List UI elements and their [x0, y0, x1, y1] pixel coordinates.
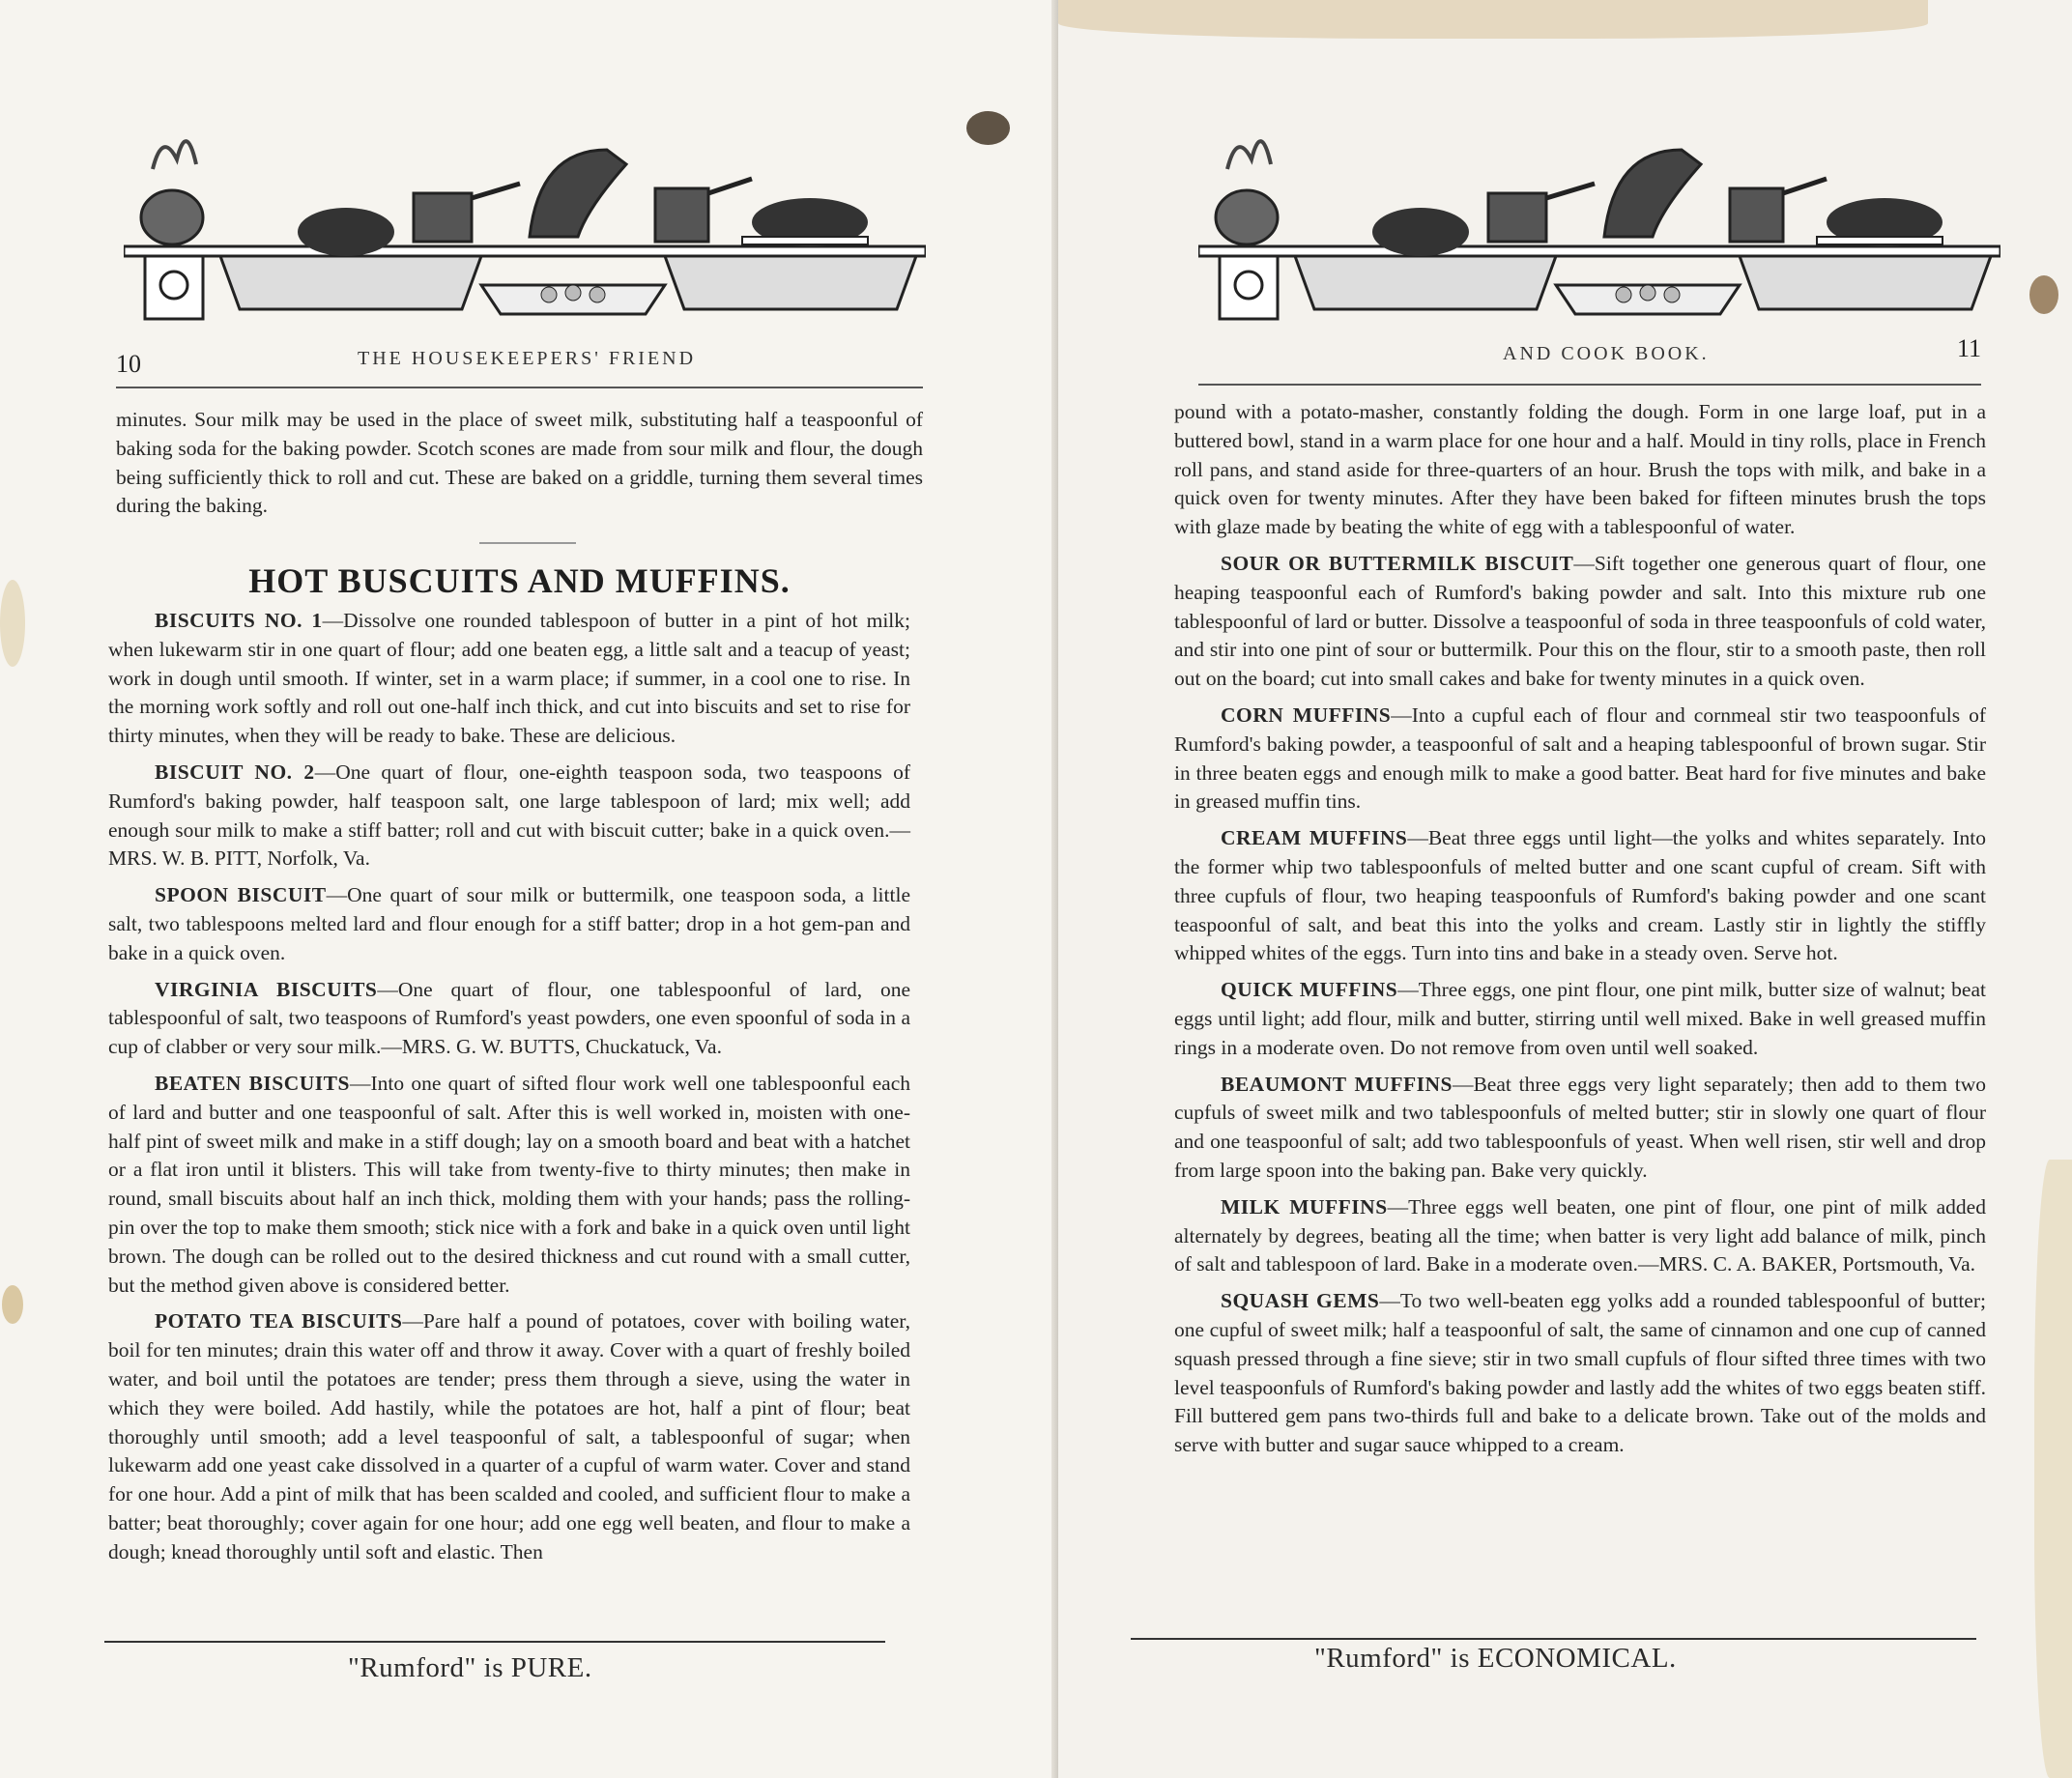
kitchen-stove-illustration	[1198, 92, 2000, 324]
paper-stain	[0, 580, 25, 667]
recipe-body: —Beat three eggs very light separately; then add to them two cupfuls of sweet milk and two tablespoonfuls of melted butter; stir in slowly one quart of flour and one teaspoonful of salt; add two tablespoonfuls of yeast. When well risen, stir well and drop from large spoon into the baking pan. Bake very quickly.	[1174, 1072, 1986, 1182]
recipe-paragraph	[108, 1307, 910, 1566]
page-number: 10	[116, 350, 141, 378]
footer-slogan: "Rumford" is ECONOMICAL.	[1314, 1643, 1677, 1674]
recipe-paragraph	[108, 1070, 910, 1300]
header-rule	[1198, 384, 1981, 386]
page-number: 11	[1957, 334, 1982, 362]
paper-stain	[2029, 275, 2058, 314]
paper-stain	[2, 1285, 23, 1324]
footer-slogan: "Rumford" is PURE.	[348, 1652, 592, 1683]
recipe-body: —Three eggs well beaten, one pint of flour, one pint of milk added alternately by degrees, beating all the time; when batter is very light add balance of milk, pinch of salt and tablespoon of lard. Bake in a moderate oven.—MRS. C. A. BAKER, Portsmouth, Va.	[1174, 1194, 1986, 1276]
recipe-title: SQUASH GEMS	[1221, 1289, 1380, 1313]
recipe-body: —Into one quart of sifted flour work well one tablespoonful each of lard and butter and one teaspoonful of salt. After this is well worked in, moisten with one-half pint of sweet milk and make in a stiff dough; lay on a smooth board and beat with a hatchet or a flat iron until it blisters. This will take from twenty-five to thirty minutes; then make in round, small biscuits about half an inch thick, molding them with your hands; pass the rolling-pin over the top to make them smooth; stick nice with a fork and bake in a quick oven until light brown. The dough can be rolled out to the desired thickness and cut round with a small cutter, but the method given above is considered better.	[108, 1071, 911, 1297]
recipe-paragraph	[1174, 976, 1986, 1062]
recipe-title: BISCUITS NO. 1	[155, 609, 323, 632]
recipe-paragraph	[1174, 1287, 1986, 1460]
recipe-paragraph	[1174, 824, 1986, 968]
paper-stain	[1058, 0, 1928, 39]
recipe-body: —To two well-beaten egg yolks add a rounded tablespoonful of butter; one cupful of sweet milk; half a teaspoonful of salt, the same of cinnamon and one cup of canned squash pressed through a fine sieve; stir in two small cupfuls of flour sifted three times with two level teaspoonfuls of Rumford's baking powder and lastly add the whites of two eggs beaten stiff. Fill buttered gem pans two-thirds full and bake to a delicate brown. Take out of the molds and serve with butter and sugar sauce whipped to a cream.	[1174, 1289, 1986, 1457]
recipe-paragraph	[1174, 550, 1986, 694]
recipe-body: —Three eggs, one pint flour, one pint milk, butter size of walnut; beat eggs until light; add flour, milk and butter, stirring until well mixed. Bake in well greased muffin rings in a moderate oven. Do not remove from oven until well soaked.	[1174, 978, 1986, 1059]
recipe-body: —Beat three eggs until light—the yolks and whites separately. Into the former whip two tablespoonfuls of melted butter and one scant cupful of cream. Sift with three cupfuls of flour, two heaping teaspoonfuls of Rumford's baking powder and one scant teaspoonful of salt, and beat this into the yolks and cream. Lastly stir in lightly the stiffly whipped whites of the eggs. Turn into tins and bake in a steady oven. Serve hot.	[1174, 826, 1986, 965]
recipe-title: CORN MUFFINS	[1221, 703, 1392, 727]
recipe-body: —One quart of flour, one tablespoonful of lard, one tablespoonful of salt, two teaspoons of Rumford's yeast powders, one even spoonful of soda in a cup of clabber or very sour milk.—MRS. G. W. BUTTS, Chuckatuck, Va.	[108, 977, 910, 1059]
intro-text: minutes. Sour milk may be used in the place of sweet milk, substituting half a teaspoonful of baking soda for the baking powder. Scotch scones are made from sour milk and flour, the dough being sufficiently thick to roll and cut. These are baked on a griddle, turning them several times during the baking.	[116, 408, 923, 518]
section-divider	[479, 542, 576, 544]
recipe-title: POTATO TEA BISCUITS	[155, 1309, 403, 1334]
recipe-paragraph	[108, 881, 910, 967]
recipe-title: VIRGINIA BISCUITS	[155, 977, 378, 1001]
recipe-paragraph	[1174, 702, 1986, 817]
right-content	[1174, 398, 1986, 1468]
recipe-title: BEATEN BISCUITS	[155, 1071, 350, 1095]
paper-stain	[966, 111, 1010, 145]
recipe-body: —Into a cupful each of flour and cornmeal stir two teaspoonfuls of Rumford's baking powder, a teaspoonful of salt and a heaping tablespoonful of brown sugar. Stir in three beaten eggs and enough milk to make a good batter. Beat hard for five minutes and bake in greased muffin tins.	[1174, 703, 1986, 814]
recipe-title: SOUR OR BUTTERMILK BISCUIT	[1221, 551, 1574, 575]
footer-rule	[104, 1641, 885, 1643]
recipe-paragraph	[108, 759, 910, 874]
running-head: AND COOK BOOK.	[1503, 343, 1710, 364]
recipe-title: SPOON BISCUIT	[155, 883, 327, 907]
left-recipes	[108, 607, 910, 1575]
recipe-title: BEAUMONT MUFFINS	[1221, 1072, 1453, 1096]
recipe-paragraph	[108, 607, 910, 751]
section-title: HOT BUSCUITS AND MUFFINS.	[248, 561, 791, 600]
kitchen-stove-illustration	[124, 92, 926, 324]
recipe-title: QUICK MUFFINS	[1221, 978, 1398, 1002]
running-head: THE HOUSEKEEPERS' FRIEND	[358, 348, 697, 369]
footer-rule	[1131, 1638, 1976, 1640]
recipe-title: BISCUIT NO. 2	[155, 760, 315, 784]
recipe-body: —One quart of flour, one-eighth teaspoon soda, two teaspoons of Rumford's baking powder, half teaspoon salt, one large tablespoon of lard; mix well; add enough sour milk to make a stiff batter; roll and cut with biscuit cutter; bake in a quick oven.—MRS. W. B. PITT, Norfolk, Va.	[108, 760, 910, 871]
recipe-body: —One quart of sour milk or buttermilk, one teaspoon soda, a little salt, two tablespoons melted lard and flour enough for a stiff batter; drop in a hot gem-pan and bake in a quick oven.	[108, 883, 910, 964]
recipe-paragraph	[1174, 1193, 1986, 1279]
recipe-body: —Sift together one generous quart of flour, one heaping teaspoonful each of Rumford's baking powder and salt. Into this mixture rub one tablespoonful of lard or butter. Dissolve a teaspoonful of soda in three teaspoonfuls of cold water, and stir into one pint of sour or buttermilk. Pour this on the flour, stir to a smooth paste, then roll out on the board; cut into small cakes and bake for twenty minutes in a quick oven.	[1174, 551, 1986, 691]
left-intro-paragraph	[116, 406, 923, 529]
paper-stain	[2034, 1160, 2072, 1778]
recipe-paragraph	[1174, 1071, 1986, 1186]
recipe-body: —Dissolve one rounded tablespoon of butter in a pint of hot milk; when lukewarm stir in one quart of flour; add one beaten egg, a little salt and a teacup of yeast; work in dough until smooth. If winter, set in a warm place; if summer, in a cool one to rise. In the morning work softly and roll out one-half inch thick, and cut into biscuits and set to rise for thirty minutes, when they will be ready to bake. These are delicious.	[108, 609, 910, 748]
recipe-title: CREAM MUFFINS	[1221, 826, 1408, 850]
recipe-paragraph	[108, 976, 910, 1062]
recipe-title: MILK MUFFINS	[1221, 1194, 1388, 1219]
header-rule	[116, 387, 923, 388]
intro-text: pound with a potato-masher, constantly folding the dough. Form in one large loaf, put in a buttered bowl, stand in a warm place for one hour and a half. Mould in tiny rolls, place in French roll pans, and stand aside for three-quarters of an hour. Brush the tops with milk, and bake in a quick oven for twenty minutes. After they have been baked for fifteen minutes brush the tops with glaze made by beating the white of egg with a tablespoonful of water.	[1174, 400, 1986, 539]
right-page	[1058, 0, 2072, 1778]
recipe-body: —Pare half a pound of potatoes, cover with boiling water, boil for ten minutes; drain this water off and throw it away. Cover with a quart of freshly boiled water, and boil until the potatoes are tender; press them through a sieve, using the water in which they were boiled. Add hastily, while the potatoes are hot, half a pint of flour; beat thoroughly until smooth; add a level teaspoonful of salt, a tablespoonful of sugar; when lukewarm add one yeast cake dissolved in a quarter of a cupful of warm water. Cover and stand for one hour. Add a pint of milk that has been scalded and cooled, and sufficient flour to make a batter; beat thoroughly; cover again for one hour; add one egg well beaten, and flour to make a dough; knead thoroughly until soft and elastic. Then	[108, 1309, 910, 1563]
